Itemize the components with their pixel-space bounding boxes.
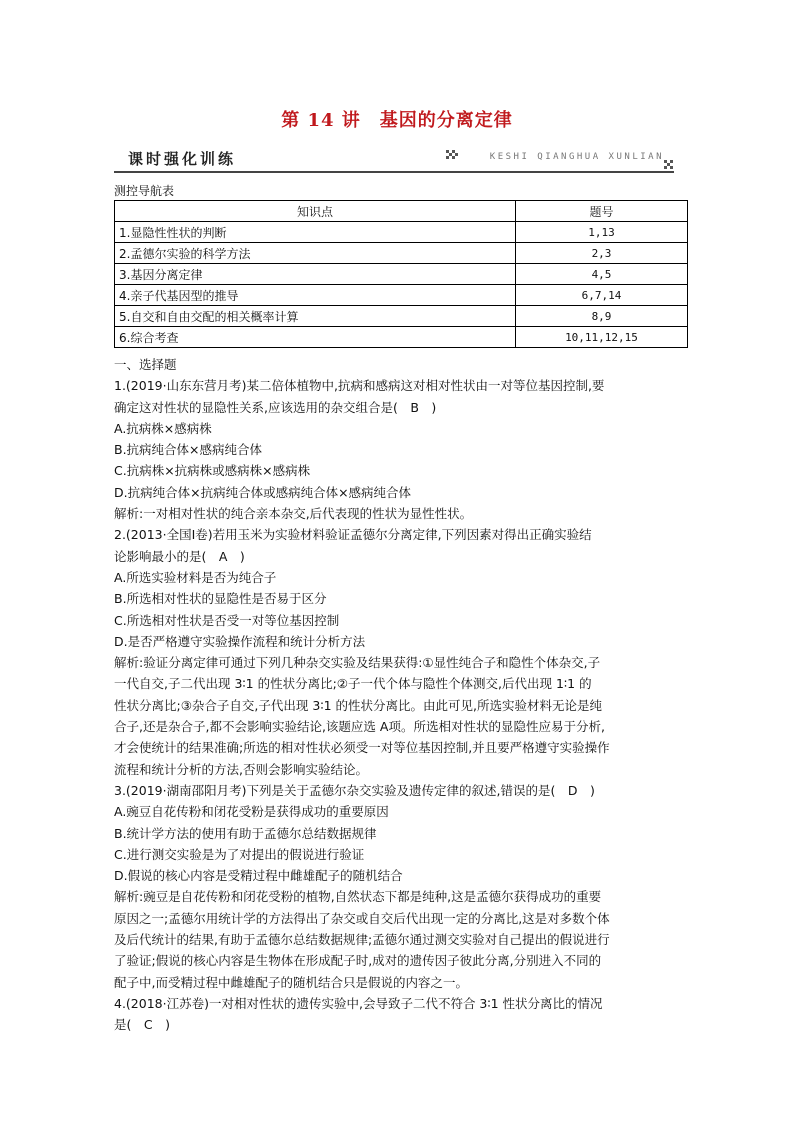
text-line: 及后代统计的结果,有助于孟德尔总结数据规律;孟德尔通过测交实验对自己提出的假说进行 (114, 932, 610, 948)
numbers-cell: 8,9 (516, 306, 688, 327)
text-line: 流程和统计分析的方法,否则会影响实验结论。 (114, 761, 368, 777)
text-line: 解析:一对相对性状的纯合亲本杂交,后代表现的性状为显性性状。 (114, 506, 473, 522)
numbers-cell: 6,7,14 (516, 285, 688, 306)
table-row (115, 243, 688, 264)
page-title: 第 14 讲 基因的分离定律 (281, 110, 513, 131)
text-line: 4.(2018·江苏卷)一对相对性状的遗传实验中,会导致子二代不符合 3∶1 性状分离比的情况 (114, 995, 603, 1011)
text-line: A.抗病株×感病株 (114, 420, 212, 436)
question-body (114, 354, 688, 1036)
text-line: 原因之一;孟德尔用统计学的方法得出了杂交或自交后代出现一定的分离比,这是对多数个体 (114, 910, 610, 926)
text-line: D.是否严格遵守实验操作流程和统计分析方法 (114, 633, 366, 649)
text-line: 论影响最小的是( A ) (114, 548, 245, 564)
text-line: 是( C ) (114, 1017, 170, 1033)
topic-cell: 1.显隐性性状的判断 (115, 222, 516, 243)
text-line: B.所选相对性状的显隐性是否易于区分 (114, 591, 327, 607)
table-row (115, 285, 688, 306)
text-line: B.抗病纯合体×感病纯合体 (114, 442, 263, 458)
text-line: D.假说的核心内容是受精过程中雌雄配子的随机结合 (114, 868, 403, 884)
table-row (115, 222, 688, 243)
text-line: D.抗病纯合体×抗病纯合体或感病纯合体×感病纯合体 (114, 484, 412, 500)
text-line: 确定这对性状的显隐性关系,应该选用的杂交组合是( B ) (114, 399, 437, 415)
column-header-numbers: 题号 (516, 201, 688, 222)
banner-subtitle: KESHI QIANGHUA XUNLIAN (489, 152, 664, 162)
navigation-table (114, 200, 688, 348)
column-header-topic: 知识点 (115, 201, 516, 222)
text-line: 1.(2019·山东东营月考)某二倍体植物中,抗病和感病这对相对性状由一对等位基因控制,要 (114, 378, 605, 394)
text-line: 性状分离比;③杂合子自交,子代出现 3∶1 的性状分离比。由此可见,所选实验材料无论是纯 (114, 697, 602, 713)
section-banner (114, 148, 674, 174)
text-line: A.所选实验材料是否为纯合子 (114, 569, 277, 585)
text-line: 配子中,而受精过程中雌雄配子的随机结合只是假说的内容之一。 (114, 974, 468, 990)
table-caption: 测控导航表 (114, 184, 175, 198)
text-line: 合子,还是杂合子,都不会影响实验结论,该题应选 A项。所选相对性状的显隐性应易于分析, (114, 719, 605, 735)
table-row (115, 264, 688, 285)
text-line: 了验证;假说的核心内容是生物体在形成配子时,成对的遗传因子彼此分离,分别进入不同的 (114, 953, 602, 969)
text-line: 一代自交,子二代出现 3∶1 的性状分离比;②子一代个体与隐性个体测交,后代出现 1∶1 的 (114, 676, 592, 692)
text-line: C.进行测交实验是为了对提出的假说进行验证 (114, 846, 365, 862)
numbers-cell: 10,11,12,15 (516, 327, 688, 348)
text-line: C.抗病株×抗病株或感病株×感病株 (114, 463, 311, 479)
table-row (115, 327, 688, 348)
numbers-cell: 1,13 (516, 222, 688, 243)
table-header-row (115, 201, 688, 222)
text-line: 解析:验证分离定律可通过下列几种杂交实验及结果获得:①显性纯合子和隐性个体杂交,子 (114, 655, 601, 671)
text-line: A.豌豆自花传粉和闭花受粉是获得成功的重要原因 (114, 804, 389, 820)
text-line: 才会使统计的结果准确;所选的相对性状必须受一对等位基因控制,并且要严格遵守实验操作 (114, 740, 610, 756)
topic-cell: 4.亲子代基因型的推导 (115, 285, 516, 306)
checker-decoration-icon (664, 160, 674, 170)
banner-underline (114, 171, 674, 173)
numbers-cell: 4,5 (516, 264, 688, 285)
checker-decoration-icon (446, 150, 460, 160)
topic-cell: 2.孟德尔实验的科学方法 (115, 243, 516, 264)
banner-title: 课时强化训练 (128, 150, 237, 168)
text-line: B.统计学方法的使用有助于孟德尔总结数据规律 (114, 825, 377, 841)
table-row (115, 306, 688, 327)
text-line: 一、选择题 (114, 357, 177, 372)
numbers-cell: 2,3 (516, 243, 688, 264)
text-line: 3.(2019·湖南邵阳月考)下列是关于孟德尔杂交实验及遗传定律的叙述,错误的是( D ) (114, 782, 595, 798)
text-line: 2.(2013·全国Ⅰ卷)若用玉米为实验材料验证孟德尔分离定律,下列因素对得出正确实验结 (114, 527, 592, 543)
topic-cell: 5.自交和自由交配的相关概率计算 (115, 306, 516, 327)
topic-cell: 3.基因分离定律 (115, 264, 516, 285)
topic-cell: 6.综合考查 (115, 327, 516, 348)
text-line: 解析:豌豆是自花传粉和闭花受粉的植物,自然状态下都是纯种,这是孟德尔获得成功的重要 (114, 889, 602, 905)
text-line: C.所选相对性状是否受一对等位基因控制 (114, 612, 340, 628)
